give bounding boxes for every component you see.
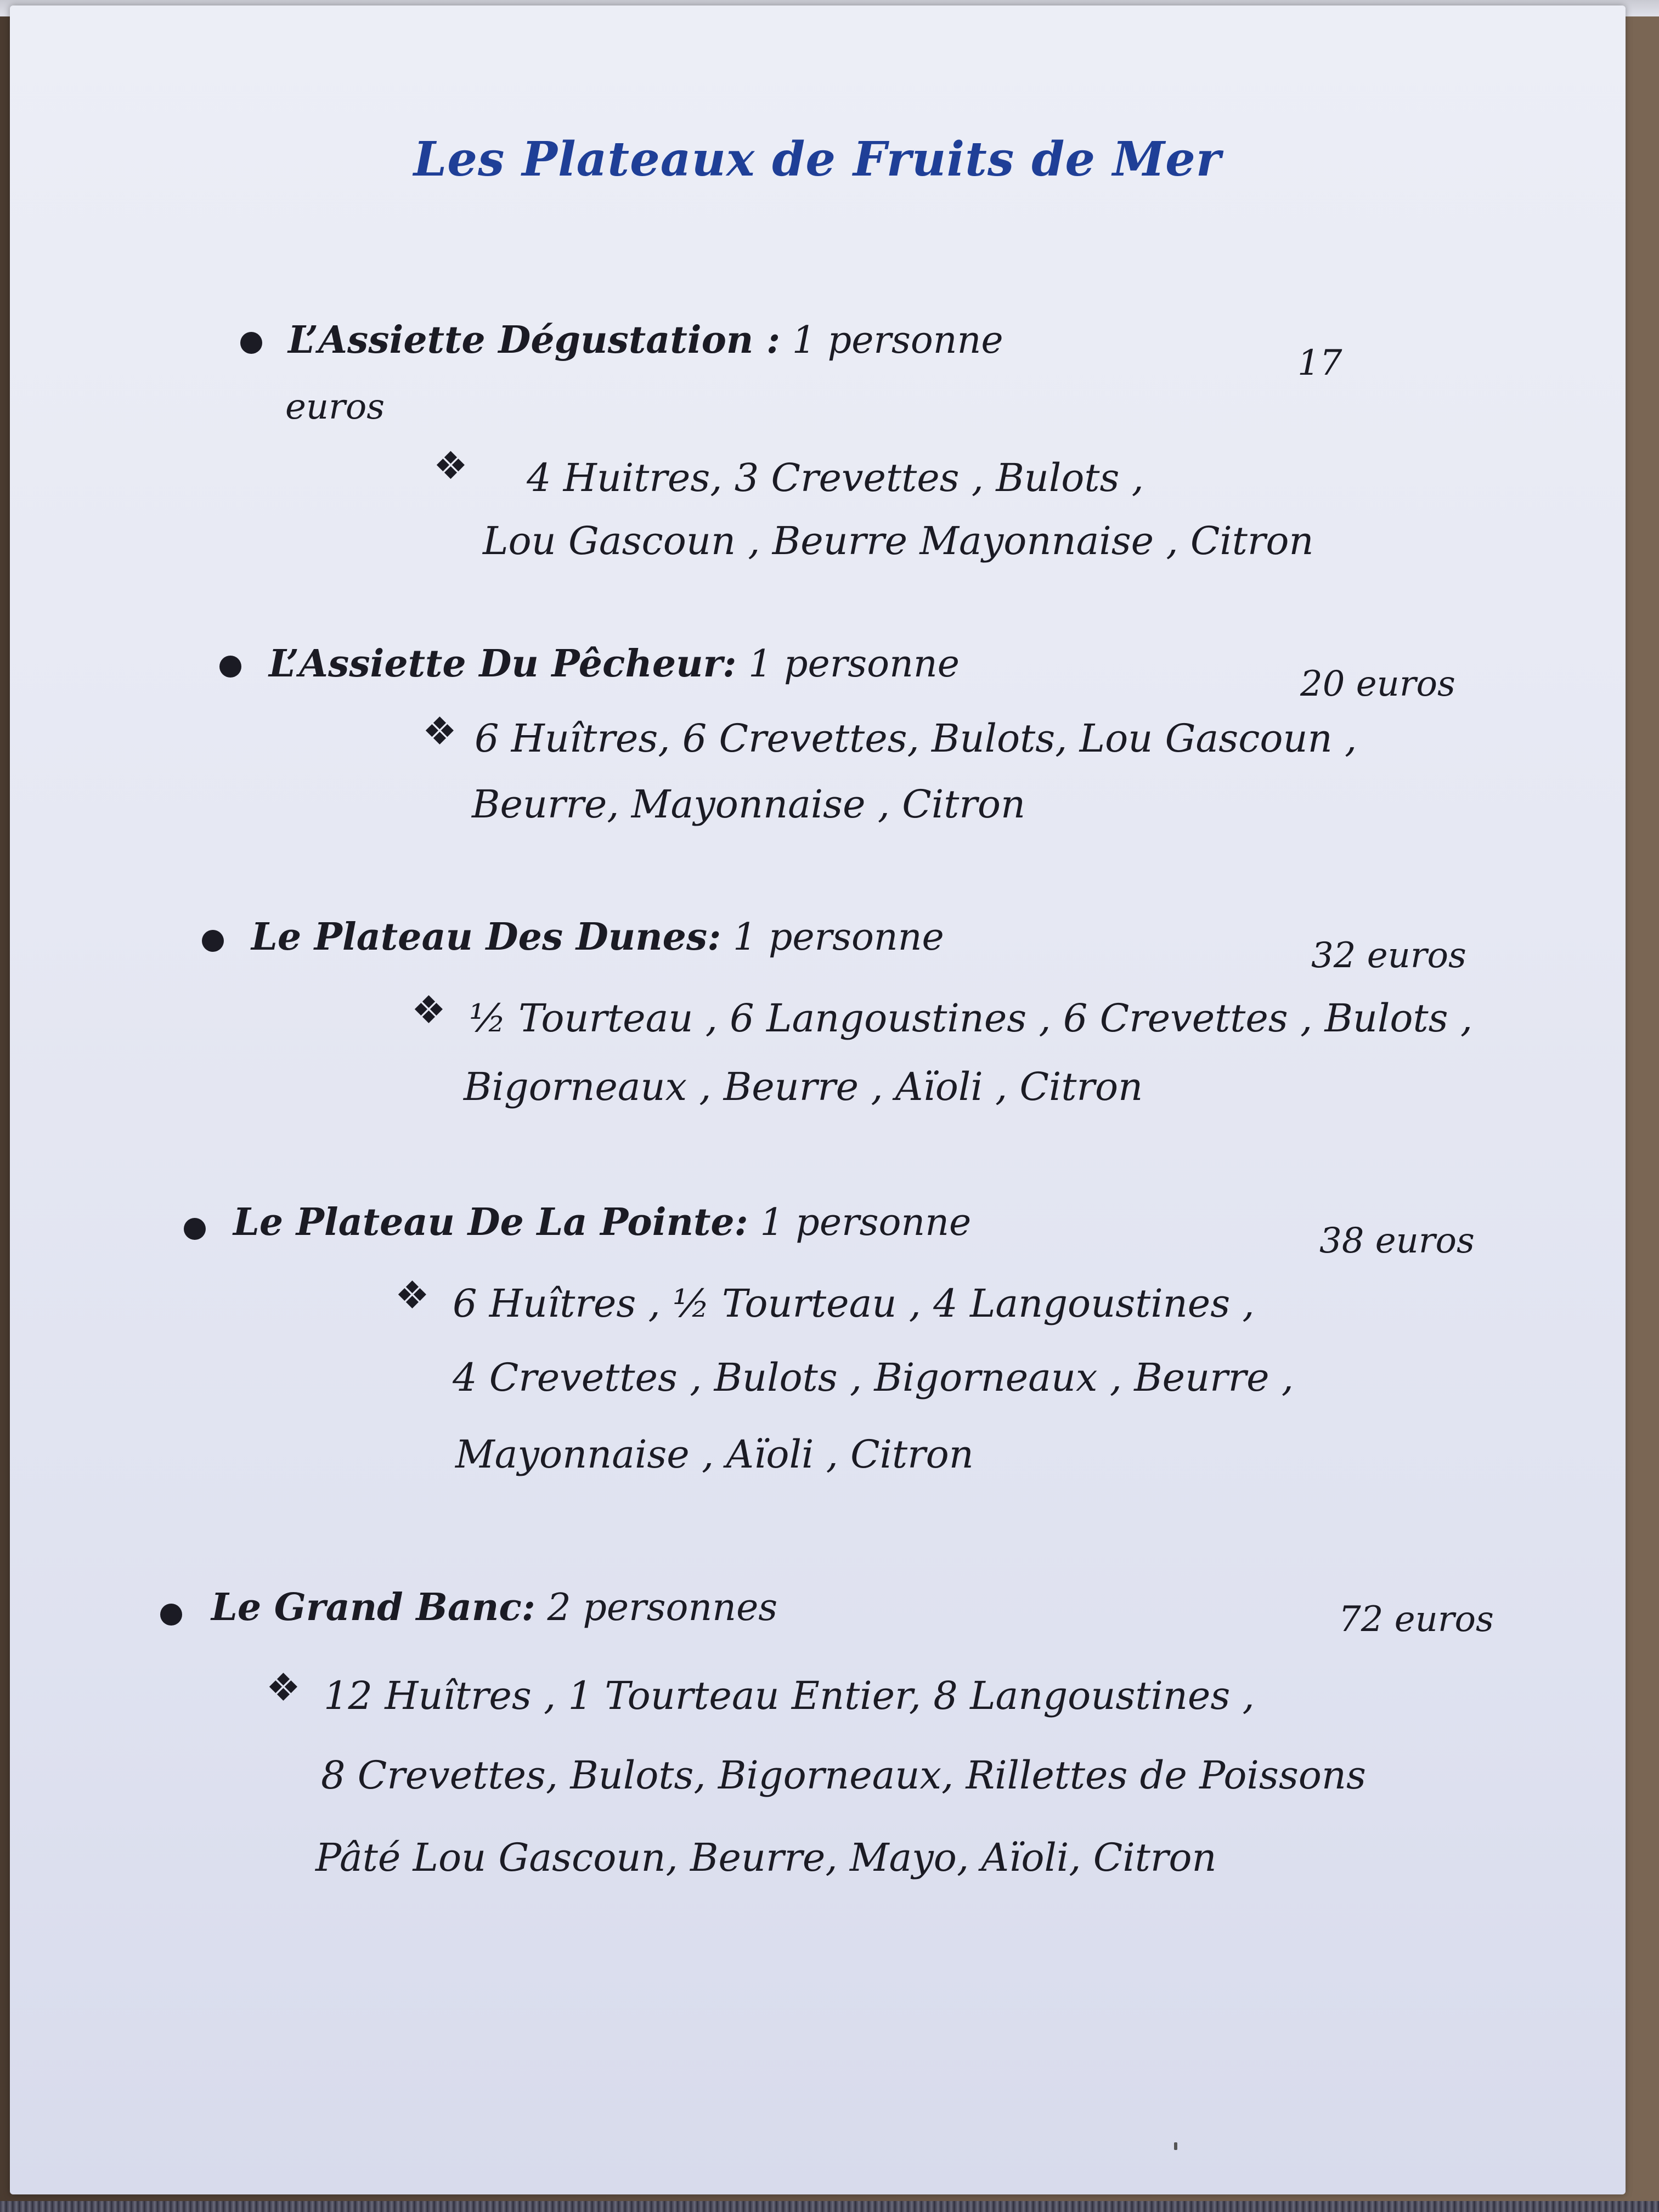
item-description-line: Beurre, Mayonnaise , Citron xyxy=(472,782,1026,827)
item-heading xyxy=(269,642,960,686)
paper-speck xyxy=(1174,2142,1177,2150)
diamond-bullet-icon: ❖ xyxy=(422,709,457,754)
diamond-bullet-icon: ❖ xyxy=(411,988,446,1032)
item-name: L’Assiette Du Pêcheur: xyxy=(269,642,737,686)
bottom-edge xyxy=(0,2201,1659,2212)
item-price: 20 euros xyxy=(1300,664,1455,704)
item-description-line: Bigorneaux , Beurre , Aïoli , Citron xyxy=(464,1064,1143,1109)
item-persons: 1 personne xyxy=(732,916,944,959)
bullet-icon xyxy=(202,930,224,952)
diamond-bullet-icon: ❖ xyxy=(266,1665,301,1710)
item-description-line: Pâté Lou Gascoun, Beurre, Mayo, Aïoli, Citron xyxy=(315,1835,1217,1880)
diamond-bullet-icon: ❖ xyxy=(395,1273,430,1318)
item-persons: 1 personne xyxy=(748,642,960,686)
item-price: 17 xyxy=(1297,343,1342,383)
item-heading xyxy=(211,1585,777,1629)
item-heading xyxy=(288,318,1003,362)
item-price: 72 euros xyxy=(1339,1599,1494,1640)
item-description-line: Mayonnaise , Aïoli , Citron xyxy=(455,1432,974,1477)
item-description-line: ½ Tourteau , 6 Langoustines , 6 Crevettes , Bulots , xyxy=(469,996,1473,1041)
bullet-icon xyxy=(240,332,262,354)
item-description-line: 8 Crevettes, Bulots, Bigorneaux, Rillettes de Poissons xyxy=(321,1753,1366,1798)
item-price: 32 euros xyxy=(1311,935,1466,976)
item-description-line: Lou Gascoun , Beurre Mayonnaise , Citron xyxy=(483,518,1314,563)
item-description-line: 6 Huîtres, 6 Crevettes, Bulots, Lou Gascoun , xyxy=(475,716,1357,761)
item-name: Le Plateau De La Pointe: xyxy=(233,1200,748,1244)
bullet-icon xyxy=(219,656,241,678)
item-price-unit: euros xyxy=(285,387,385,427)
menu-title: Les Plateaux de Fruits de Mer xyxy=(413,132,1222,187)
item-description-line: 6 Huîtres , ½ Tourteau , 4 Langoustines , xyxy=(453,1281,1255,1326)
item-description-line: 4 Huitres, 3 Crevettes , Bulots , xyxy=(527,455,1144,500)
item-description-line: 4 Crevettes , Bulots , Bigorneaux , Beurre , xyxy=(453,1355,1294,1400)
item-heading xyxy=(233,1200,971,1244)
item-name: Le Plateau Des Dunes: xyxy=(251,915,721,959)
diamond-bullet-icon: ❖ xyxy=(433,443,468,488)
item-persons: 2 personnes xyxy=(547,1586,778,1629)
item-heading xyxy=(251,915,944,959)
item-persons: 1 personne xyxy=(792,319,1003,362)
item-price: 38 euros xyxy=(1319,1221,1475,1261)
bullet-icon xyxy=(184,1218,206,1240)
item-name: L’Assiette Dégustation : xyxy=(288,318,781,362)
item-description-line: 12 Huîtres , 1 Tourteau Entier, 8 Langoustines , xyxy=(324,1673,1255,1718)
item-name: Le Grand Banc: xyxy=(211,1585,535,1629)
item-persons: 1 personne xyxy=(760,1201,972,1244)
bullet-icon xyxy=(160,1604,182,1626)
